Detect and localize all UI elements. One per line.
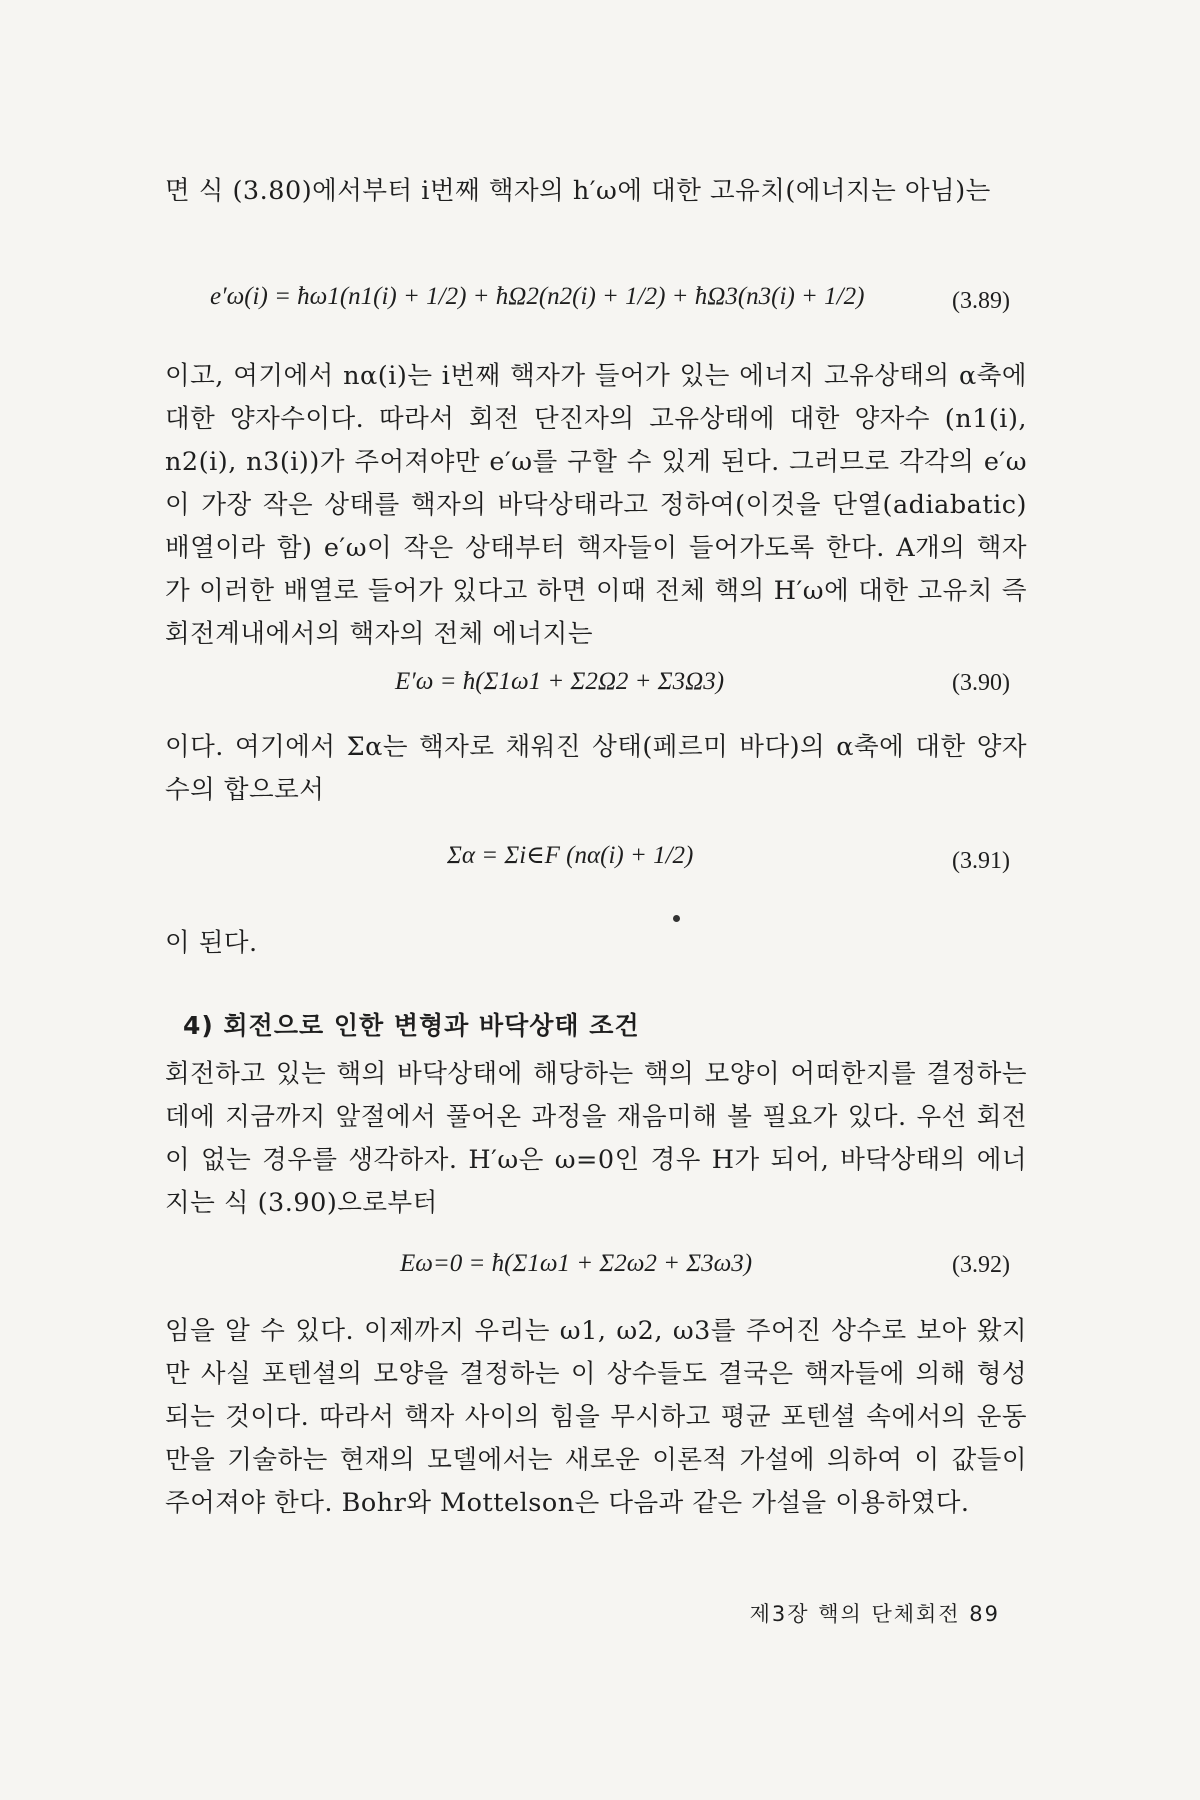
paragraph-2: 이고, 여기에서 nα(i)는 i번째 핵자가 들어가 있는 에너지 고유상태의 α축에 대한 양자수이다. 따라서 회전 단진자의 고유상태에 대한 양자수 (n1(i), n2(i), n3(i))가 주어져야만 e′ω를 구할 수 있게 된다. 그러므로 각각의 e′ω이 가장 작은 상태를 핵자의 바닥상태라고 정하여(이것을 단열(adiabatic)배열이라 함) e′ω이 작은 상태부터 핵자들이 들어가도록 한다. A개의 핵자가 이러한 배열로 들어가 있다고 하면 이때 전체 핵의 H′ω에 대한 고유치 즉 회전계내에서의 핵자의 전체 에너지는 xyxy=(165,361,1028,649)
equation-3-91: Σα = Σi∈F (nα(i) + 1/2) xyxy=(447,842,694,869)
page-footer: 제3장 핵의 단체회전 89 xyxy=(749,1602,1000,1626)
paragraph-6: 임을 알 수 있다. 이제까지 우리는 ω1, ω2, ω3를 주어진 상수로 보아 왔지만 사실 포텐셜의 모양을 결정하는 이 상수들도 결국은 핵자들에 의해 형성되는 것이다. 따라서 핵자 사이의 힘을 무시하고 평균 포텐셜 속에서의 운동만을 기술하는 현재의 모델에서는 새로운 이론적 가설에 의하여 이 값들이 주어져야 한다. Bohr와 Mottelson은 다음과 같은 가설을 이용하였다. xyxy=(165,1316,1027,1518)
ink-speck xyxy=(673,915,680,922)
paragraph-4: 이 된다. xyxy=(165,928,258,958)
equation-3-90: E′ω = ħ(Σ1ω1 + Σ2Ω2 + Σ3Ω3) xyxy=(395,668,725,695)
paragraph-3: 이다. 여기에서 Σα는 핵자로 채워진 상태(페르미 바다)의 α축에 대한 양자수의 합으로서 xyxy=(165,732,1027,805)
equation-number-3-90: (3.90) xyxy=(952,670,1010,696)
section-heading: 4) 회전으로 인한 변형과 바닥상태 조건 xyxy=(183,1011,640,1040)
paragraph-1: 면 식 (3.80)에서부터 i번째 핵자의 h′ω에 대한 고유치(에너지는 아님)는 xyxy=(165,176,991,206)
equation-3-92: Eω=0 = ħ(Σ1ω1 + Σ2ω2 + Σ3ω3) xyxy=(400,1250,753,1277)
equation-number-3-92: (3.92) xyxy=(952,1252,1010,1278)
equation-number-3-91: (3.91) xyxy=(952,848,1010,874)
paragraph-5: 회전하고 있는 핵의 바닥상태에 해당하는 핵의 모양이 어떠한지를 결정하는 데에 지금까지 앞절에서 풀어온 과정을 재음미해 볼 필요가 있다. 우선 회전이 없는 경우를 생각하자. H′ω은 ω=0인 경우 H가 되어, 바닥상태의 에너지는 식 (3.90)으로부터 xyxy=(165,1059,1027,1218)
equation-3-89: e′ω(i) = ħω1(n1(i) + 1/2) + ħΩ2(n2(i) + 1/2) + ħΩ3(n3(i) + 1/2) xyxy=(210,283,865,310)
equation-number-3-89: (3.89) xyxy=(952,288,1010,314)
